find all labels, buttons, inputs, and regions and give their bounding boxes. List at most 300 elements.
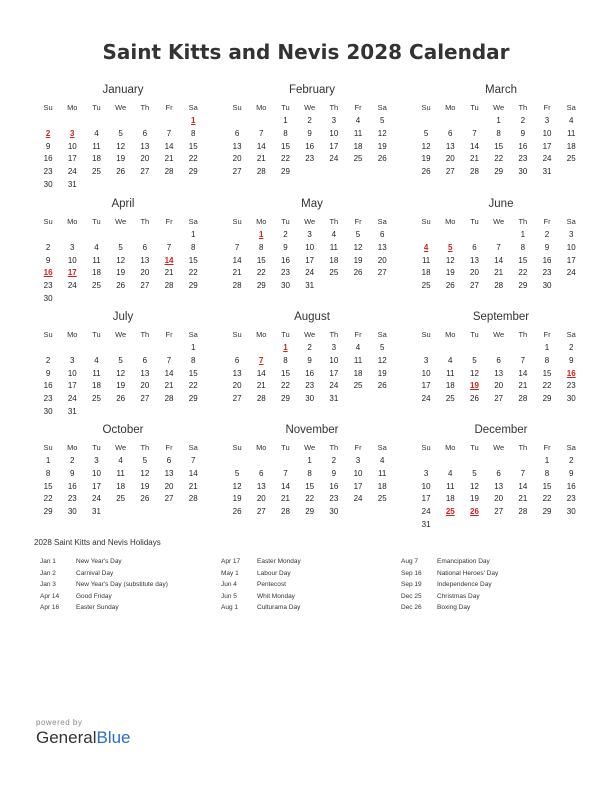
day-cell: 14 [494,255,504,265]
day-cell: 28 [164,167,174,177]
weekday-header: Sa [377,330,387,339]
weekday-header: We [493,103,505,112]
day-cell: 30 [43,406,53,416]
empty-day-cell [84,115,108,128]
day-cell: 16 [566,481,576,491]
day-cell: 27 [494,394,504,404]
day-cell: 29 [256,281,266,291]
holiday-row [221,591,301,603]
weekday-header: Th [329,330,339,339]
weekday-header: Sa [377,103,387,112]
holiday-name: Carnival Day [76,569,114,577]
weekday-header: Th [518,443,528,452]
day-cell: 18 [329,255,339,265]
day-cell: 9 [45,368,51,378]
month-name: February [288,84,336,96]
empty-day-cell [109,342,133,355]
weekday-header: Sa [188,330,198,339]
day-cell: 2 [544,230,550,239]
day-cell: 13 [494,481,504,491]
day-cell: 16 [281,255,290,265]
weekday-header: Fr [354,330,362,339]
day-cell: 27 [377,268,387,278]
day-cell: 9 [568,355,574,365]
holiday-date: Aug 1 [221,604,238,612]
weekday-header: Tu [92,330,101,339]
day-cell: 11 [567,128,576,138]
weekday-header: Fr [543,217,551,226]
day-cell: 13 [140,368,150,378]
day-cell: 19 [116,154,126,164]
day-cell: 10 [421,481,431,491]
day-cell: 1 [190,343,196,352]
day-cell: 31 [542,167,552,177]
day-cell: 12 [421,141,431,151]
weekday-header: Sa [188,443,198,452]
holiday-row [401,591,498,603]
empty-day-cell [462,342,486,355]
holiday-date: Dec 25 [401,592,422,600]
day-cell: 24 [329,381,339,391]
day-cell: 17 [329,141,339,151]
day-cell: 11 [421,255,431,265]
day-cell: 1 [190,230,196,239]
day-cell: 13 [377,242,387,252]
day-cell: 27 [164,494,174,504]
empty-day-cell [36,342,60,355]
day-cell: 7 [166,128,172,138]
day-cell: 9 [45,141,51,151]
day-cell: 9 [45,255,51,265]
day-cell: 11 [116,468,125,478]
day-cell: 28 [518,394,528,404]
day-cell: 7 [234,242,240,252]
empty-day-cell [225,115,249,128]
day-cell: 1 [45,456,51,465]
empty-day-cell [157,342,181,355]
weekday-header: Fr [543,103,551,112]
day-cell: 10 [305,242,315,252]
day-cell: 22 [494,154,504,164]
day-cell: 9 [544,242,550,252]
holiday-date: Apr 16 [40,604,60,612]
day-cell: 28 [164,281,174,291]
month-name: December [474,424,528,436]
day-cell: 6 [142,355,148,365]
day-cell: 11 [446,481,455,491]
day-cell: 18 [445,494,455,504]
weekday-header: Tu [281,103,290,112]
day-cell: 5 [118,128,123,138]
weekday-header: Su [43,443,53,452]
day-cell: 28 [256,394,266,404]
day-cell: 29 [188,281,198,291]
holiday-name: Emancipation Day [437,558,490,565]
day-cell: 15 [494,141,504,151]
empty-day-cell [36,115,60,128]
day-cell: 6 [234,128,240,138]
weekday-header: Th [140,217,150,226]
day-cell: 14 [281,481,290,491]
day-cell: 29 [305,507,315,517]
day-cell: 15 [188,255,198,265]
day-cell: 8 [283,355,288,365]
day-cell: 12 [116,141,126,151]
day-cell: 24 [421,507,431,517]
day-cell: 29 [43,507,53,517]
day-cell: 27 [140,167,150,177]
day-cell: 28 [281,507,290,517]
day-cell: 25 [92,394,101,404]
day-cell: 14 [256,368,266,378]
day-cell: 25 [353,381,363,391]
holiday-day-cell: 26 [470,507,479,517]
day-cell: 28 [256,167,266,177]
day-cell: 23 [329,494,339,504]
holiday-name: Good Friday [76,592,112,600]
day-cell: 10 [92,468,101,478]
holiday-date: May 1 [221,569,239,577]
brand-general: General [36,728,97,747]
empty-day-cell [438,342,462,355]
empty-day-cell [462,229,486,242]
weekday-header: Sa [566,443,576,452]
weekday-header: Sa [566,103,576,112]
day-cell: 13 [164,468,174,478]
month-name: November [285,424,339,436]
day-cell: 8 [544,468,550,478]
holiday-day-cell: 3 [70,128,75,138]
month-name: July [112,311,134,323]
day-cell: 26 [470,394,479,404]
day-cell: 20 [470,268,479,278]
weekday-header: Th [329,443,339,452]
day-cell: 2 [568,456,574,465]
day-cell: 16 [329,481,339,491]
day-cell: 30 [43,179,53,189]
day-cell: 8 [190,242,196,252]
day-cell: 19 [377,141,387,151]
day-cell: 18 [566,141,576,151]
day-cell: 20 [256,494,266,504]
day-cell: 8 [190,355,196,365]
day-cell: 27 [232,167,242,177]
day-cell: 24 [67,394,77,404]
day-cell: 2 [283,230,288,239]
empty-day-cell [487,229,511,242]
day-cell: 28 [494,281,504,291]
day-cell: 20 [232,154,242,164]
day-cell: 11 [92,368,101,378]
day-cell: 21 [494,268,504,278]
month-name: October [102,424,144,436]
day-cell: 26 [445,281,455,291]
day-cell: 3 [70,242,75,252]
day-cell: 9 [520,128,526,138]
holiday-column [40,556,168,614]
day-cell: 30 [67,507,77,517]
day-cell: 19 [377,368,387,378]
day-cell: 29 [188,394,198,404]
weekday-header: We [304,443,316,452]
day-cell: 3 [568,230,574,239]
empty-day-cell [109,229,133,242]
day-cell: 17 [421,381,431,391]
day-cell: 7 [166,242,172,252]
weekday-header: We [493,217,505,226]
weekday-header: We [115,217,127,226]
day-cell: 2 [331,456,337,465]
day-cell: 30 [305,394,315,404]
day-cell: 24 [329,154,339,164]
day-cell: 16 [67,481,77,491]
holiday-name: Boxing Day [437,604,471,612]
day-cell: 25 [92,167,101,177]
day-cell: 12 [377,355,387,365]
day-cell: 24 [305,268,315,278]
weekday-header: Tu [470,443,479,452]
holiday-row [401,579,498,591]
holiday-day-cell: 4 [423,242,429,252]
day-cell: 31 [305,281,315,291]
weekday-header: Su [421,330,431,339]
day-cell: 1 [307,456,312,465]
weekday-header: Su [421,443,431,452]
empty-day-cell [487,342,511,355]
empty-day-cell [60,115,84,128]
day-cell: 9 [283,242,288,252]
day-cell: 20 [232,381,242,391]
day-cell: 25 [353,154,363,164]
footer [36,718,131,748]
day-cell: 1 [544,456,550,465]
day-cell: 15 [281,368,290,378]
day-cell: 24 [566,268,576,278]
day-cell: 27 [470,281,479,291]
day-cell: 14 [518,368,528,378]
day-cell: 19 [421,154,431,164]
day-cell: 21 [232,268,242,278]
holidays-title: 2028 Saint Kitts and Nevis Holidays [34,538,161,547]
holiday-day-cell: 2 [45,128,51,138]
empty-day-cell [414,229,438,242]
day-cell: 17 [353,481,363,491]
holiday-row [401,602,498,614]
day-cell: 22 [188,268,198,278]
weekday-header: Tu [281,217,290,226]
day-cell: 5 [118,242,123,252]
day-cell: 8 [259,242,264,252]
weekday-header: Sa [566,217,576,226]
day-cell: 3 [70,355,75,365]
weekday-header: Sa [188,103,198,112]
weekday-header: Fr [354,217,362,226]
day-cell: 26 [232,507,242,517]
empty-day-cell [462,455,486,468]
day-cell: 11 [329,242,338,252]
day-cell: 3 [331,116,337,125]
holiday-day-cell: 14 [164,255,174,265]
day-cell: 11 [378,468,387,478]
day-cell: 18 [421,268,431,278]
day-cell: 10 [329,128,339,138]
holiday-day-cell: 25 [445,507,455,517]
weekday-header: Su [43,330,53,339]
day-cell: 13 [232,141,242,151]
weekday-header: Sa [566,330,576,339]
day-cell: 20 [377,255,387,265]
day-cell: 23 [305,381,315,391]
day-cell: 24 [67,167,77,177]
holiday-date: Aug 7 [401,558,418,565]
empty-day-cell [438,115,462,128]
holiday-column [401,556,498,614]
day-cell: 11 [92,141,101,151]
day-cell: 29 [542,394,552,404]
month-days-grid [225,328,399,406]
holiday-date: Jun 5 [221,592,237,600]
page-title: Saint Kitts and Nevis 2028 Calendar [102,40,510,64]
day-cell: 7 [520,468,526,478]
day-cell: 4 [331,230,337,239]
day-cell: 6 [142,128,148,138]
day-cell: 18 [92,381,101,391]
day-cell: 2 [520,116,526,125]
weekday-header: We [304,103,316,112]
day-cell: 15 [542,368,552,378]
day-cell: 9 [307,128,312,138]
day-cell: 21 [164,268,174,278]
weekday-header: Mo [256,330,267,339]
month-name: April [111,198,135,210]
month-name: August [294,311,330,323]
holiday-name: National Heroes' Day [437,569,499,577]
day-cell: 6 [259,468,264,478]
day-cell: 25 [566,154,576,164]
weekday-header: Sa [377,217,387,226]
day-cell: 4 [355,116,361,125]
day-cell: 25 [445,394,455,404]
day-cell: 24 [542,154,552,164]
empty-day-cell [157,115,181,128]
day-cell: 4 [448,468,453,478]
day-cell: 18 [92,268,101,278]
day-cell: 3 [94,456,99,465]
day-cell: 8 [307,468,312,478]
day-cell: 23 [566,381,576,391]
day-cell: 24 [421,394,431,404]
day-cell: 3 [423,468,429,478]
weekday-header: Mo [445,103,456,112]
month-september [414,309,588,406]
day-cell: 7 [520,355,526,365]
day-cell: 6 [448,128,453,138]
day-cell: 10 [67,141,77,151]
weekday-header: Mo [445,217,456,226]
day-cell: 27 [445,167,455,177]
day-cell: 22 [43,494,53,504]
weekday-header: Tu [281,443,290,452]
day-cell: 26 [140,494,150,504]
day-cell: 13 [232,368,242,378]
empty-day-cell [438,229,462,242]
day-cell: 26 [353,268,363,278]
holiday-day-cell: 1 [283,343,288,352]
empty-day-cell [249,115,273,128]
day-cell: 23 [67,494,77,504]
holiday-row [40,591,168,603]
day-cell: 8 [45,468,51,478]
weekday-header: Fr [354,103,362,112]
empty-day-cell [133,115,157,128]
day-cell: 10 [542,128,552,138]
month-name: March [485,84,517,96]
day-cell: 15 [542,481,552,491]
day-cell: 15 [305,481,315,491]
day-cell: 5 [423,128,429,138]
weekday-header: Fr [354,443,362,452]
day-cell: 5 [355,230,361,239]
day-cell: 24 [67,281,77,291]
day-cell: 13 [256,481,266,491]
day-cell: 19 [116,381,126,391]
day-cell: 13 [140,255,150,265]
weekday-header: Fr [165,217,173,226]
day-cell: 15 [256,255,266,265]
weekday-header: We [115,103,127,112]
day-cell: 21 [518,381,528,391]
day-cell: 21 [164,154,174,164]
day-cell: 4 [355,343,361,352]
day-cell: 8 [544,355,550,365]
day-cell: 19 [116,268,126,278]
empty-day-cell [84,229,108,242]
empty-day-cell [133,342,157,355]
weekday-header: Mo [256,103,267,112]
day-cell: 20 [140,381,150,391]
day-cell: 23 [43,394,53,404]
day-cell: 21 [164,381,174,391]
month-july [36,309,210,419]
day-cell: 5 [118,355,123,365]
empty-day-cell [225,342,249,355]
day-cell: 11 [353,355,363,365]
month-may [225,196,399,293]
holiday-date: Apr 14 [40,592,60,600]
day-cell: 17 [421,494,431,504]
day-cell: 1 [496,116,501,125]
weekday-header: Su [232,330,242,339]
generalblue-logo[interactable] [36,728,131,748]
day-cell: 13 [470,255,479,265]
holiday-date: Jan 2 [40,569,56,577]
day-cell: 22 [518,268,528,278]
day-cell: 20 [140,268,150,278]
month-name: May [301,198,323,210]
day-cell: 22 [281,154,290,164]
day-cell: 28 [518,507,528,517]
month-days-grid [36,441,210,519]
day-cell: 21 [256,381,266,391]
day-cell: 17 [329,368,339,378]
empty-day-cell [84,342,108,355]
day-cell: 2 [70,456,75,465]
empty-day-cell [225,455,249,468]
day-cell: 29 [281,167,290,177]
weekday-header: Fr [543,330,551,339]
holiday-row [221,568,301,580]
day-cell: 29 [542,507,552,517]
